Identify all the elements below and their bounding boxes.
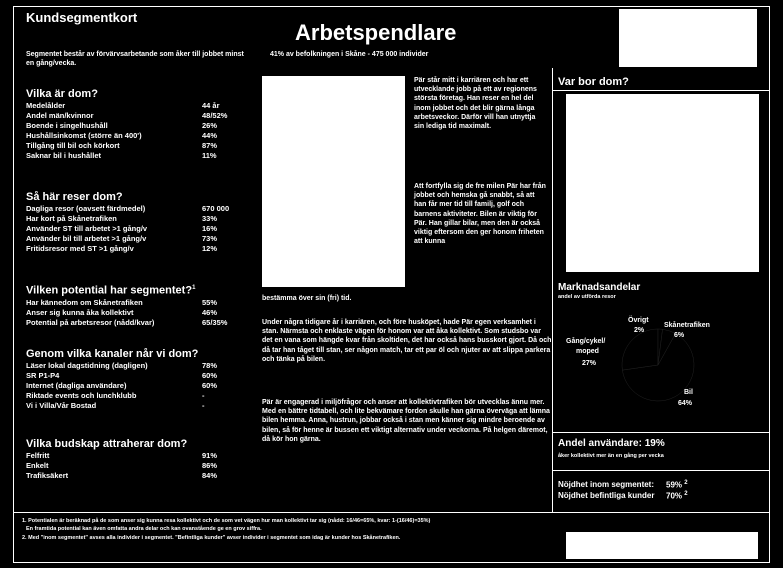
potential-row bbox=[26, 318, 240, 328]
potential-row-label: Potential på arbetsresor (nådd/kvar) bbox=[26, 317, 155, 327]
potential-row-label: Har kännedom om Skånetrafiken bbox=[26, 297, 143, 307]
market-subtitle: andel av utförda resor bbox=[558, 294, 616, 300]
channel-row bbox=[26, 381, 240, 391]
potential-section bbox=[26, 282, 240, 328]
pie-label-gang2: moped bbox=[576, 348, 599, 355]
travel-row bbox=[26, 244, 240, 254]
message-row bbox=[26, 451, 240, 461]
channel-row-value: 60% bbox=[202, 371, 218, 380]
travel-row bbox=[26, 234, 240, 244]
pie-label-gang: Gång/cykel/ bbox=[566, 338, 606, 345]
users-subtitle: åker kollektivt mer än en gång per vecka bbox=[558, 453, 664, 459]
sat-segment-value: 59% $^2$ bbox=[666, 480, 688, 490]
channel-row bbox=[26, 401, 240, 411]
channel-row-value: 78% bbox=[202, 361, 218, 370]
who-row-label: Hushållsinkomst (större än 400') bbox=[26, 131, 142, 140]
travel-row-label: Använder ST till arbetet >1 gång/v bbox=[26, 224, 148, 233]
sat-customers-label: Nöjdhet befintliga kunder bbox=[558, 491, 655, 500]
travel-row-label: Har kort på Skånetrafiken bbox=[26, 214, 117, 223]
channel-row-value: 60% bbox=[202, 381, 218, 390]
channel-row-label: SR P1-P4 bbox=[26, 371, 60, 380]
satisfaction-divider bbox=[552, 470, 770, 471]
footnote-2: 2. Med "inom segmentet" avses alla individer i segmentet. "Befintliga kunder" avser individer i segmentet som idag är kunder hos Skånetrafiken. bbox=[22, 535, 401, 541]
pie-value-ovrigt: 2% bbox=[634, 327, 645, 334]
who-row-label: Saknar bil i hushållet bbox=[26, 151, 102, 160]
who-row-value: 26% bbox=[202, 121, 218, 130]
footnote-1: 1. Potentialen är beräknad på de som anser sig kunna resa kollektivt och de som vet vägen hur man kollektivt tar sig (nådd: 16/46=65%, kvar: 1-(16/46)=35%) bbox=[22, 518, 431, 524]
footer-logo-placeholder bbox=[566, 532, 758, 559]
travel-row-value: 33% bbox=[202, 214, 218, 223]
message-row-value: 84% bbox=[202, 471, 218, 480]
message-row-label: Trafiksäkert bbox=[26, 471, 69, 480]
who-row-label: Tillgång till bil och körkort bbox=[26, 141, 120, 150]
channel-row-value: - bbox=[202, 391, 205, 400]
where-title: Var bor dom? bbox=[558, 76, 629, 88]
travel-row-label: Dagliga resor (oavsett färdmedel) bbox=[26, 204, 146, 213]
right-column-divider bbox=[552, 68, 553, 512]
who-row-label: Medelålder bbox=[26, 101, 66, 110]
subtitle: 41% av befolkningen i Skåne - 475 000 individer bbox=[270, 51, 429, 58]
travel-row-value: 670 000 bbox=[202, 204, 230, 213]
persona-image bbox=[262, 76, 405, 287]
who-row bbox=[26, 121, 240, 131]
message-row bbox=[26, 461, 240, 471]
travel-row-label: Använder bil till arbetet >1 gång/v bbox=[26, 234, 147, 243]
map-placeholder bbox=[566, 94, 759, 272]
channel-row-value: - bbox=[202, 401, 205, 410]
story-para-2-end: bestämma över sin (fri) tid. bbox=[262, 295, 352, 302]
channel-row-label: Internet (dagliga användare) bbox=[26, 381, 127, 390]
who-row bbox=[26, 101, 240, 111]
who-row-value: 44% bbox=[202, 131, 218, 140]
footnote-1b: En framtida potential kan även omfatta andra delar och kan ovanstående ge en grov siffra. bbox=[26, 526, 262, 532]
who-section bbox=[26, 88, 240, 161]
users-title: Andel användare: 19% bbox=[558, 438, 665, 449]
who-row bbox=[26, 151, 240, 161]
who-title: Vilka är dom? bbox=[26, 88, 98, 100]
travel-row bbox=[26, 214, 240, 224]
who-row bbox=[26, 141, 240, 151]
channel-row-label: Läser lokal dagstidning (dagligen) bbox=[26, 361, 148, 370]
story-para-1: Pär står mitt i karriären och har ett utvecklande jobb på ett av regionens största företag. Han reser en hel del inom jobbet och det blir gärna långa arbetsveckor. Därför vill han utnyttja sin lediga tid maximalt. bbox=[414, 77, 537, 131]
segment-description: Segmentet består av förvärvsarbetande som åker till jobbet minst en gång/vecka. bbox=[26, 51, 244, 67]
travel-row-value: 16% bbox=[202, 224, 218, 233]
story-para-4: Pär är engagerad i miljöfrågor och anser att kollektivtrafiken bör utvecklas ännu mer. Med en bättre tidtabell, och lite bekvämare fordon skulle han gärna överväga att lämna bilen hemma. Anna, hustrun, jobbar också i stan men känner sig mindre beroende av bilen, så för henne är bussen ett viktigt alternativ under veckorna. På helgen däremot, då kör hon gärna. bbox=[262, 399, 550, 443]
channel-row bbox=[26, 361, 240, 371]
market-title: Marknadsandelar bbox=[558, 282, 641, 293]
story-para-3: Under några tidigare år i karriären, och före husköpet, hade Pär egen verksamhet i stan. Närmsta och enklaste vägen för honom var att åka kollektivt. Som studsbo var det en vana som hängde kvar från skoltiden, det har också hans busskort gjort. Då och då tar han tåget till stan, ser någon match, tar ett par öl och njuter av att slippa parkera och tänka på bilen. bbox=[262, 319, 552, 363]
travel-row-value: 12% bbox=[202, 244, 218, 253]
potential-row-value: 55% bbox=[202, 297, 218, 307]
footer-divider bbox=[13, 512, 770, 513]
users-divider bbox=[552, 432, 770, 433]
messages-title: Vilka budskap attraherar dom? bbox=[26, 438, 188, 450]
potential-title: Vilken potential har segmentet?$^1$ bbox=[26, 284, 196, 297]
potential-row bbox=[26, 298, 240, 308]
where-title-line bbox=[552, 90, 770, 91]
potential-row bbox=[26, 308, 240, 318]
travel-row-label: Fritidsresor med ST >1 gång/v bbox=[26, 244, 134, 253]
sat-segment-label: Nöjdhet inom segmentet: bbox=[558, 480, 655, 489]
who-row bbox=[26, 111, 240, 121]
channel-row-label: Riktade events och lunchklubb bbox=[26, 391, 137, 400]
messages-section bbox=[26, 438, 240, 481]
who-row-value: 11% bbox=[202, 151, 217, 160]
who-row-label: Boende i singelhushåll bbox=[26, 121, 108, 130]
travel-row bbox=[26, 204, 240, 214]
pie-label-bil: Bil bbox=[684, 389, 693, 396]
message-row-value: 86% bbox=[202, 461, 218, 470]
story-para-2: Att fortfylla sig de fre milen Pär har från jobbet och hemska gå snabbt, så att han får mer tid till familj, golf och barnens aktiviteter. Bilen är viktig för Pär. Han gillar bilar, men den är också viktig eftersom den ger honom friheten att kunna bbox=[414, 183, 546, 246]
potential-row-value: 46% bbox=[202, 307, 218, 317]
channel-row bbox=[26, 391, 240, 401]
logo-placeholder bbox=[619, 9, 757, 67]
channel-row bbox=[26, 371, 240, 381]
channels-title: Genom vilka kanaler når vi dom? bbox=[26, 348, 199, 360]
potential-row-value: 65/35% bbox=[202, 317, 228, 327]
who-row-value: 87% bbox=[202, 141, 218, 150]
travel-section bbox=[26, 191, 240, 254]
message-row-label: Enkelt bbox=[26, 461, 49, 470]
market-pie-chart bbox=[558, 305, 770, 415]
who-row-label: Andel män/kvinnor bbox=[26, 111, 94, 120]
travel-row bbox=[26, 224, 240, 234]
message-row-label: Felfritt bbox=[26, 451, 50, 460]
pie-value-st: 6% bbox=[674, 332, 685, 339]
message-row-value: 91% bbox=[202, 451, 218, 460]
pie-label-ovrigt: Övrigt bbox=[628, 317, 649, 324]
who-row-value: 48/52% bbox=[202, 111, 228, 120]
potential-row-label: Anser sig kunna åka kollektivt bbox=[26, 307, 134, 317]
who-row-value: 44 år bbox=[202, 101, 220, 110]
card-label: Kundsegmentkort bbox=[26, 10, 138, 25]
channels-section bbox=[26, 348, 240, 411]
channel-row-label: Vi i Villa/Vår Bostad bbox=[26, 401, 97, 410]
message-row bbox=[26, 471, 240, 481]
pie-slice-gång-cykel-moped bbox=[622, 329, 658, 370]
pie-label-st: Skånetrafiken bbox=[664, 322, 710, 329]
travel-row-value: 73% bbox=[202, 234, 218, 243]
pie-value-gang: 27% bbox=[582, 360, 597, 367]
who-row bbox=[26, 131, 240, 141]
page-title: Arbetspendlare bbox=[295, 20, 457, 45]
sat-customers-value: 70% $^2$ bbox=[666, 491, 688, 501]
travel-title: Så här reser dom? bbox=[26, 191, 123, 203]
pie-value-bil: 64% bbox=[678, 400, 693, 407]
